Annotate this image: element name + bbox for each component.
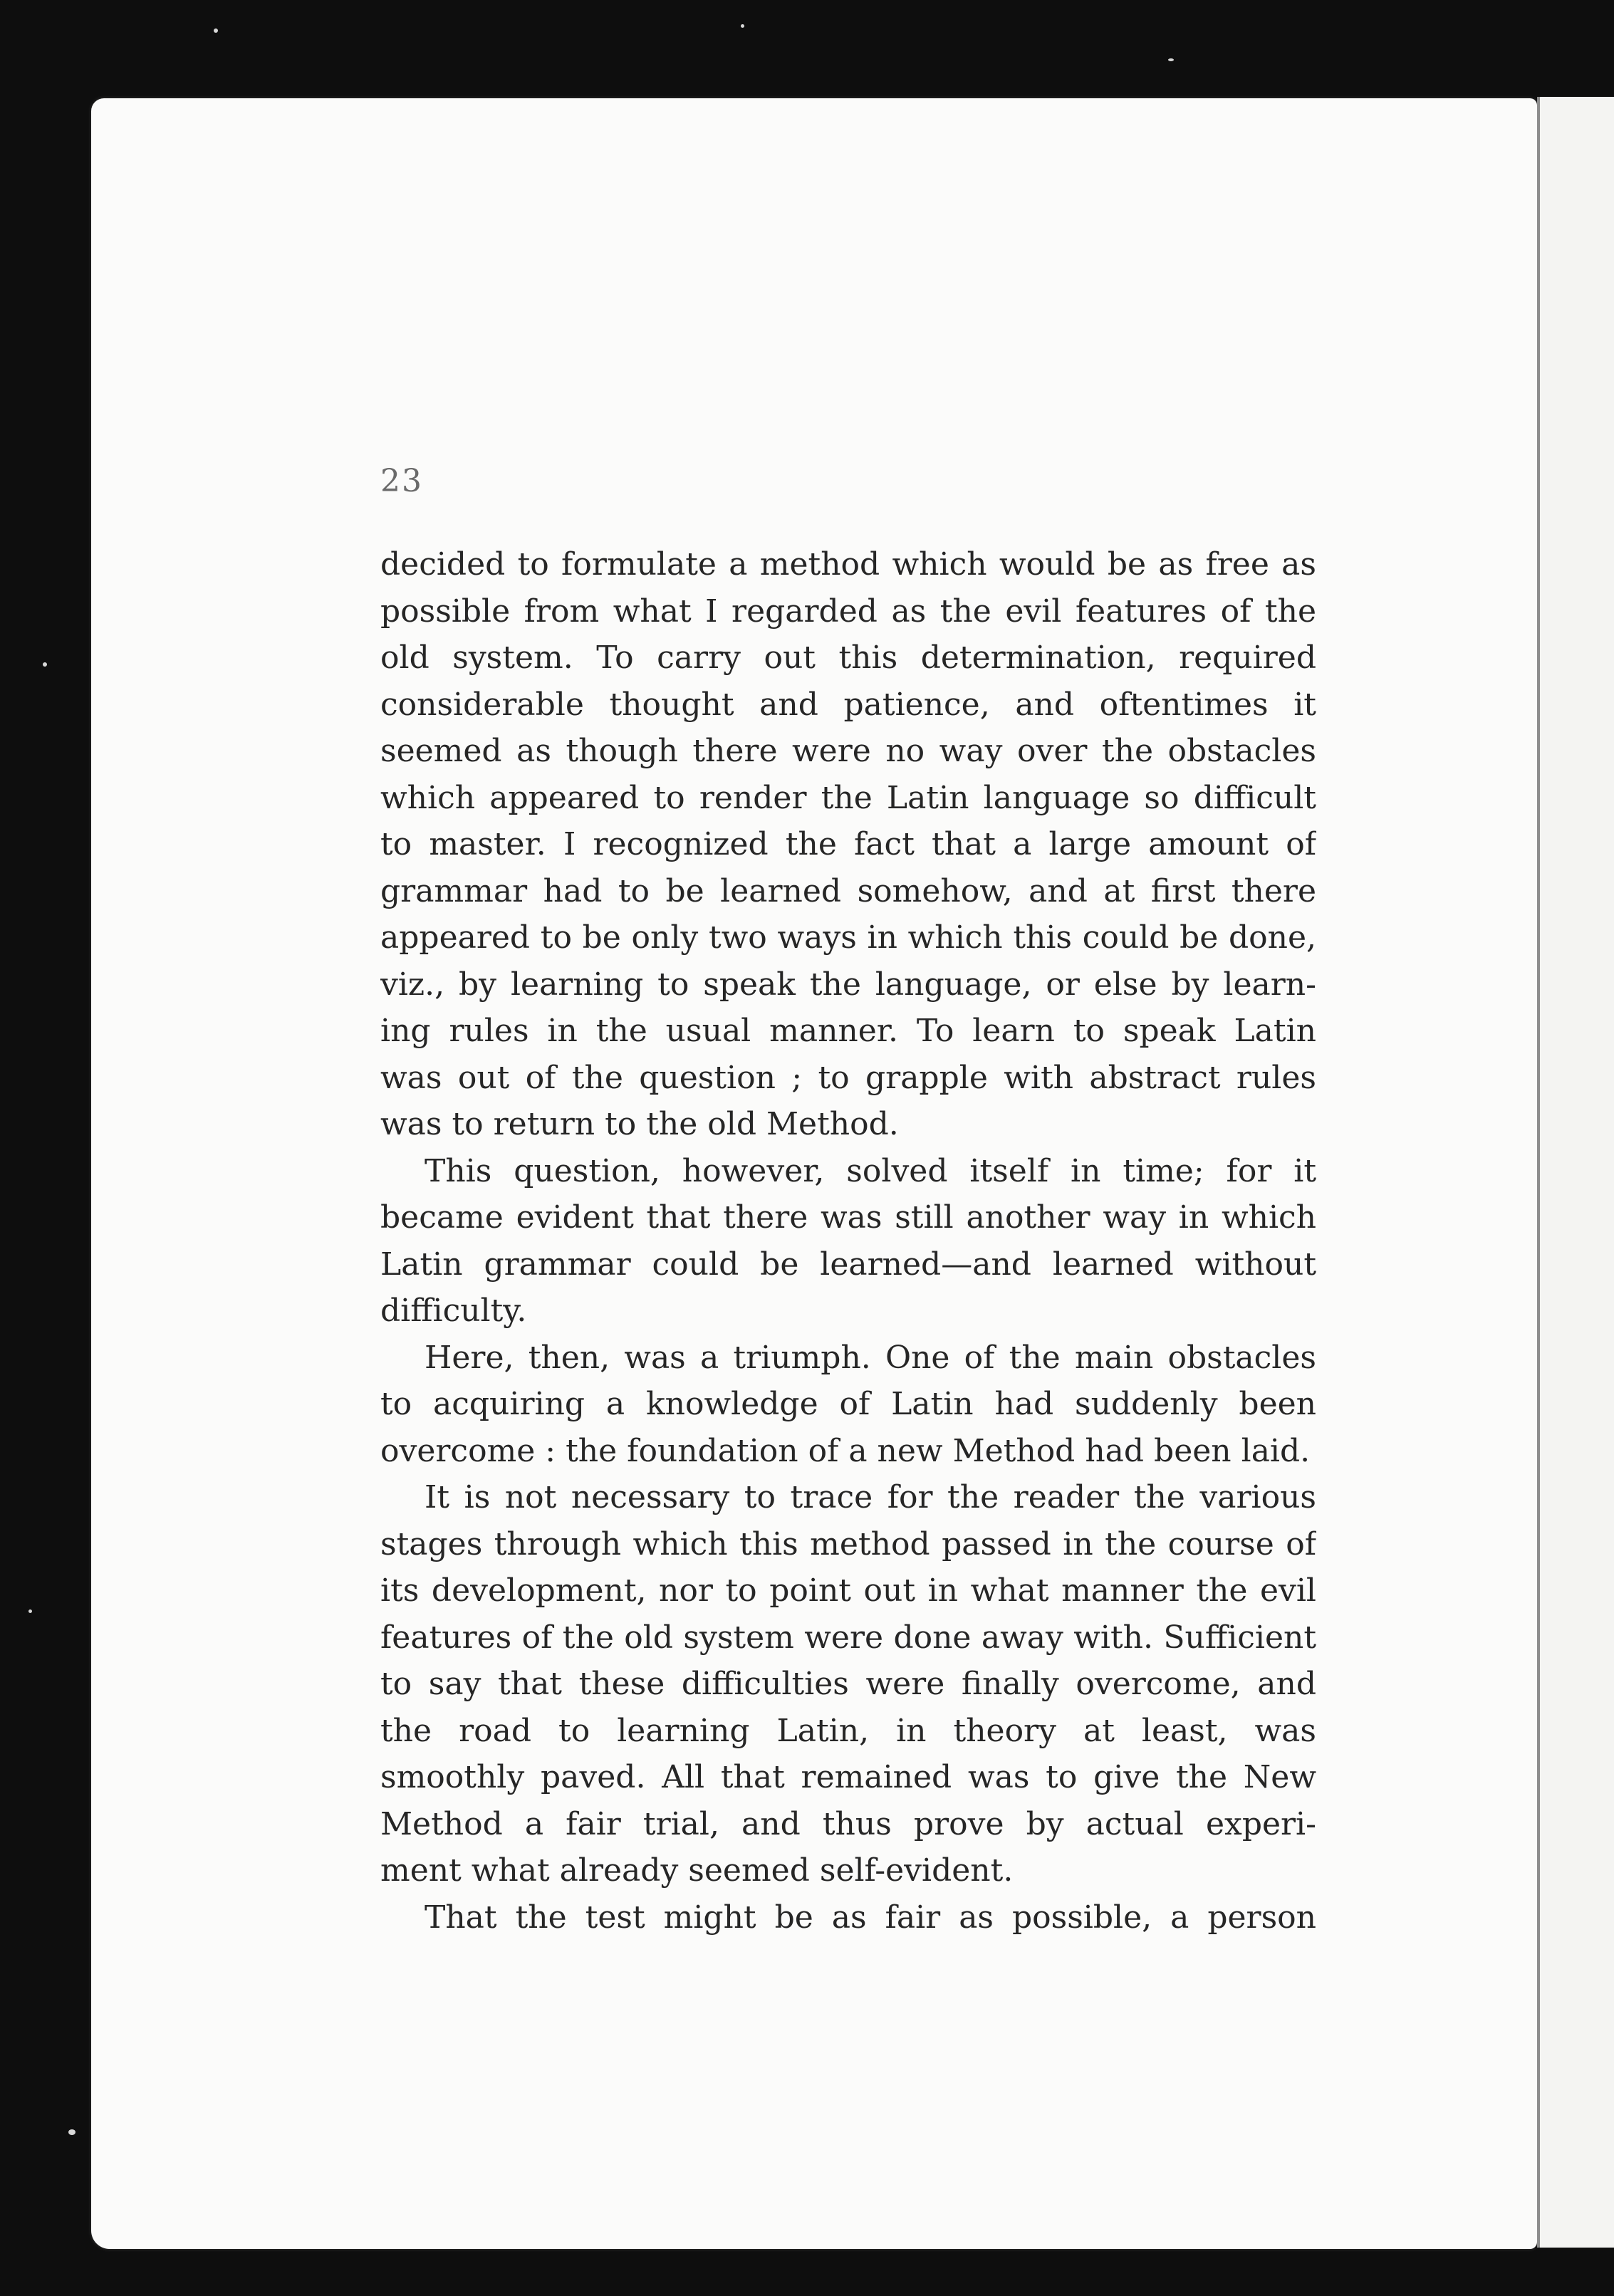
text-line: smoothly paved. All that remained was to give the New: [380, 1759, 1316, 1795]
text-line: grammar had to be learned somehow, and at first there: [380, 872, 1316, 909]
text-line: This question, however, solved itself in time; for it: [425, 1152, 1316, 1189]
text-line: became evident that there was still another way in which: [380, 1199, 1316, 1236]
text-line: to say that these difficulties were finally overcome, and: [380, 1666, 1316, 1702]
scan-speck: [214, 28, 218, 33]
facing-page-edge: [1537, 97, 1614, 2248]
text-line: to acquiring a knowledge of Latin had suddenly been: [380, 1386, 1316, 1422]
text-line: features of the old system were done away with. Sufficient: [380, 1619, 1316, 1656]
text-line: ing rules in the usual manner. To learn to speak Latin: [380, 1013, 1316, 1049]
text-line: It is not necessary to trace for the reader the various: [425, 1479, 1316, 1515]
paragraph: [380, 1894, 1316, 1941]
scan-speck: [68, 2129, 76, 2135]
text-line: considerable thought and patience, and oftentimes it: [380, 686, 1316, 723]
page-number: 23: [380, 463, 423, 499]
text-line: was out of the question ; to grapple with abstract rules: [380, 1059, 1316, 1096]
text-line: to master. I recognized the fact that a large amount of: [380, 826, 1316, 862]
text-line: was to return to the old Method.: [380, 1106, 899, 1142]
text-line: overcome : the foundation of a new Method had been laid.: [380, 1432, 1311, 1469]
page-body-text: [380, 541, 1316, 1941]
text-line: Latin grammar could be learned—and learned without: [380, 1246, 1316, 1283]
text-line: the road to learning Latin, in theory at least, was: [380, 1712, 1316, 1749]
text-line: old system. To carry out this determination, required: [380, 640, 1316, 676]
text-line: stages through which this method passed in the course of: [380, 1525, 1316, 1562]
text-line: possible from what I regarded as the evil features of the: [380, 593, 1316, 630]
paragraph: [380, 1474, 1316, 1894]
text-line: viz., by learning to speak the language, or else by learn-: [380, 966, 1316, 1003]
text-line: its development, nor to point out in what manner the evil: [380, 1572, 1316, 1609]
scan-speck: [741, 24, 744, 28]
text-line: Here, then, was a triumph. One of the main obstacles: [425, 1339, 1316, 1376]
text-line: seemed as though there were no way over the obstacles: [380, 733, 1316, 769]
paragraph: [380, 1148, 1316, 1335]
paragraph: [380, 1335, 1316, 1475]
scan-speck: [28, 1609, 32, 1613]
paragraph: [380, 541, 1316, 1148]
text-line: difficulty.: [380, 1293, 527, 1329]
scan-speck: [43, 662, 47, 667]
text-line: decided to formulate a method which would be as free as: [380, 546, 1316, 583]
text-line: That the test might be as fair as possible, a person: [425, 1899, 1316, 1936]
text-line: Method a fair trial, and thus prove by actual experi-: [380, 1805, 1316, 1842]
scan-speck: [1168, 58, 1174, 61]
text-line: which appeared to render the Latin language so difficult: [380, 779, 1316, 816]
text-line: appeared to be only two ways in which this could be done,: [380, 919, 1316, 956]
text-line: ment what already seemed self-evident.: [380, 1852, 1014, 1889]
